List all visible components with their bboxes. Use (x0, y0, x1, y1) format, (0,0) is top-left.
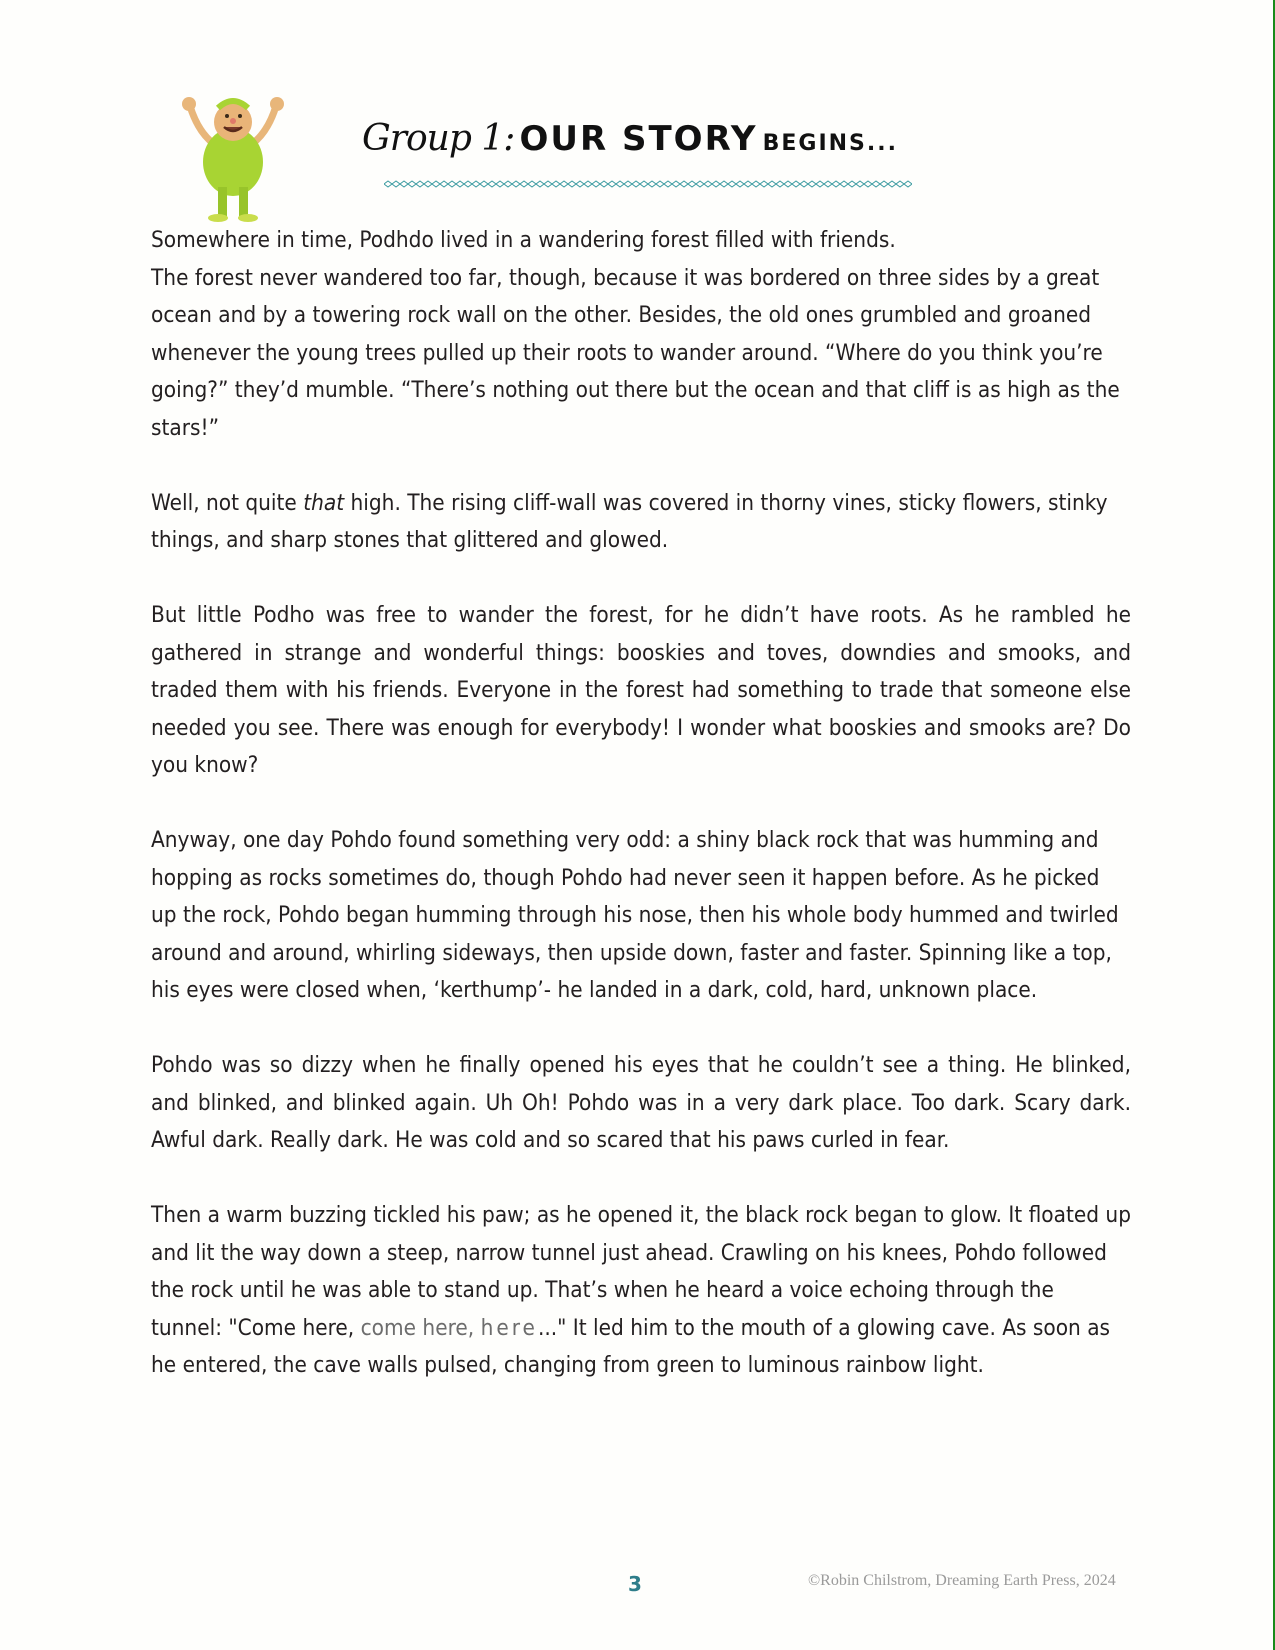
echo-text-2: here (480, 1314, 538, 1341)
story-body (151, 222, 1131, 1422)
echo-text-3: ..." (537, 1314, 567, 1341)
title-main: OUR STORY (519, 119, 758, 159)
echo-text-1: come here, (360, 1314, 481, 1341)
paragraph-4: Anyway, one day Pohdo found something very odd: a shiny black rock that was humming and hopping as rocks sometimes do, though Pohdo had never seen it happen before. As he picked up the rock, Pohdo began humming through his nose, then his whole body hummed and twirled around and around, whirling sideways, then upside down, faster and faster. Spinning like a top, his eyes were closed when, ‘kerthump’- he landed in a dark, cold, hard, unknown place. (151, 827, 1119, 1003)
paragraph-2-text-end: high. The rising cliff-wall was covered in thorny vines, sticky flowers, stinky things, and sharp stones that glittered and glowed. (151, 489, 1108, 553)
decorative-divider (384, 180, 912, 188)
paragraph-6 (151, 1197, 1131, 1385)
paragraph-2-text: Well, not quite (151, 489, 304, 516)
paragraph-1 (151, 222, 1131, 447)
green-creature-icon (178, 92, 288, 224)
emphasis-that: that (303, 489, 345, 516)
page-title (362, 118, 898, 159)
paragraph-3: But little Podho was free to wander the forest, for he didn’t have roots. As he rambled he gathered in strange and wonderful things: booskies and toves, downdies and smooks, and traded them with his friends. Everyone in the forest had something to trade that someone else needed you see. There was enough for everybody! I wonder what booskies and smooks are? Do you know? (151, 602, 1131, 778)
paragraph-6-text: Then a warm buzzing tickled his paw; as he opened it, the black rock began to glow. It floated up and lit the way down a steep, narrow tunnel just ahead. Crawling on his knees, Pohdo followed the rock until he was able to stand up. That’s when he heard a voice echoing through the tunnel: "Come here, (151, 1202, 1131, 1341)
paragraph-1-line-1: Somewhere in time, Podhdo lived in a wandering forest filled with friends. (151, 227, 896, 253)
paragraph-2 (151, 485, 1131, 560)
paragraph-1-rest: The forest never wandered too far, though, because it was bordered on three sides by a great ocean and by a towering rock wall on the other. Besides, the old ones grumbled and groaned whenever the young trees pulled up their roots to wander around. “Where do you think you’re going?” they’d mumble. “There’s nothing out there but the ocean and that cliff is as high as the stars!” (151, 264, 1120, 441)
title-group-label: Group 1: (362, 118, 515, 159)
paragraph-5: Pohdo was so dizzy when he finally opened his eyes that he couldn’t see a thing. He blinked, and blinked, and blinked again. Uh Oh! Pohdo was in a very dark place. Too dark. Scary dark. Awful dark. Really dark. He was cold and so scared that his paws curled in fear. (151, 1052, 1131, 1153)
copyright-notice: ©Robin Chilstrom, Dreaming Earth Press, 2024 (808, 1572, 1116, 1589)
title-suffix: BEGINS... (762, 131, 898, 156)
paragraph-6-text-end: It led him to the mouth of a glowing cave. As soon as he entered, the cave walls pulsed, changing from green to luminous rainbow light. (151, 1314, 1111, 1378)
page-number: 3 (628, 1572, 642, 1596)
